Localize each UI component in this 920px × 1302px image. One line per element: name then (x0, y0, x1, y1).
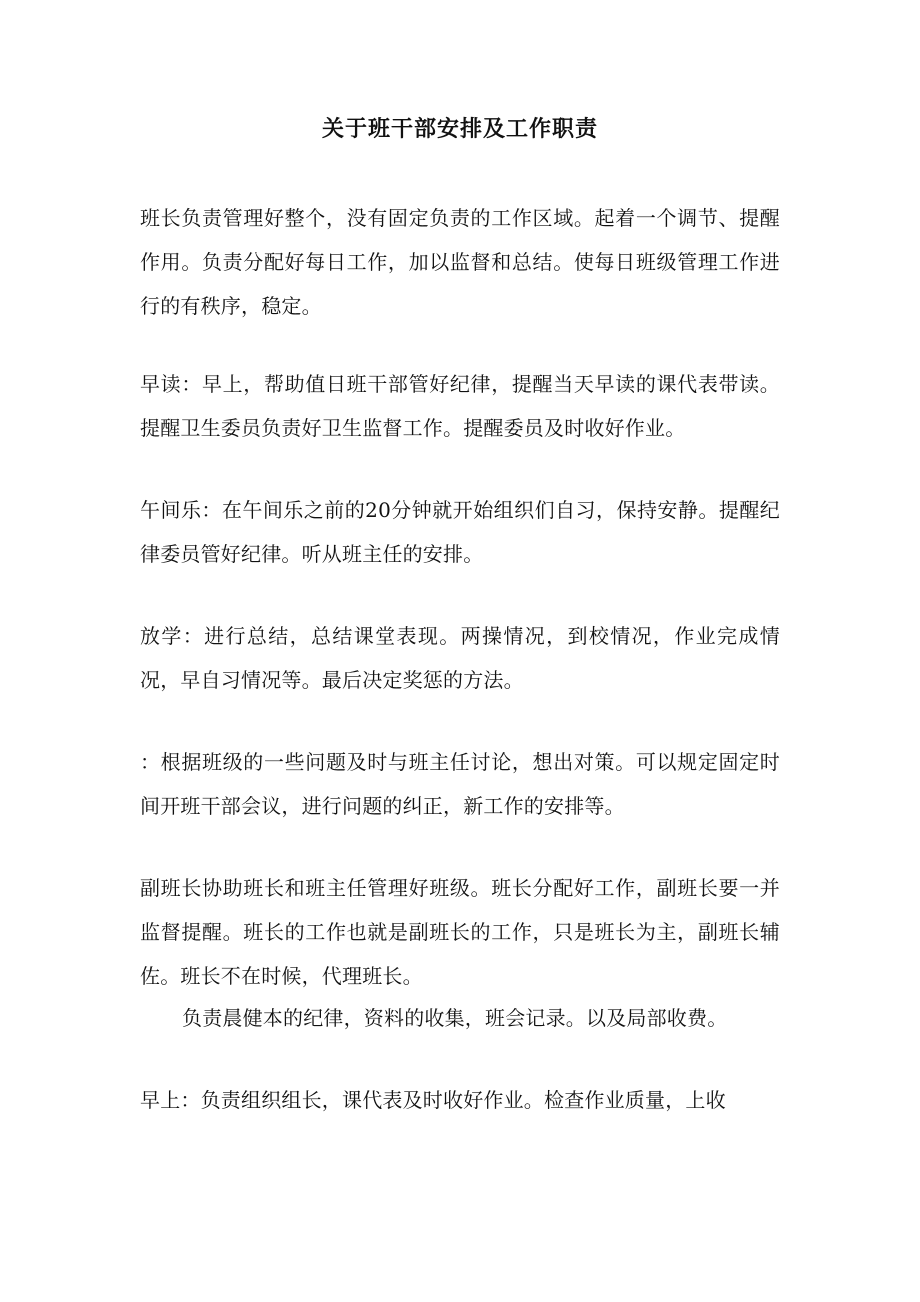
paragraph-noon-break: 午间乐：在午间乐之前的20分钟就开始组织们自习，保持安静。提醒纪律委员管好纪律。听从班主任的安排。 (140, 498, 780, 566)
paragraph-after-school: 放学：进行总结，总结课堂表现。两操情况，到校情况，作业完成情况，早自习情况等。最后决定奖惩的方法。 (140, 624, 780, 692)
paragraph-monitor-duties: 班长负责管理好整个，没有固定负责的工作区域。起着一个调节、提醒作用。负责分配好每日工作，加以监督和总结。使每日班级管理工作进行的有秩序，稳定。 (140, 206, 780, 318)
document-title: 关于班干部安排及工作职责 (321, 116, 598, 142)
paragraph-vice-monitor: 副班长协助班长和班主任管理好班级。班长分配好工作，副班长要一并监督提醒。班长的工作也就是副班长的工作，只是班长为主，副班长辅佐。班长不在时候，代理班长。 (140, 876, 780, 988)
paragraph-secretary: 负责晨健本的纪律，资料的收集，班会记录。以及局部收费。 (182, 1006, 728, 1030)
paragraph-meetings: ：根据班级的一些问题及时与班主任讨论，想出对策。可以规定固定时间开班干部会议，进行问题的纠正，新工作的安排等。 (140, 750, 780, 818)
paragraph-morning-collection: 早上：负责组织组长，课代表及时收好作业。检查作业质量，上收 (140, 1088, 726, 1112)
paragraph-morning-reading: 早读：早上，帮助值日班干部管好纪律，提醒当天早读的课代表带读。提醒卫生委员负责好卫生监督工作。提醒委员及时收好作业。 (140, 372, 780, 440)
